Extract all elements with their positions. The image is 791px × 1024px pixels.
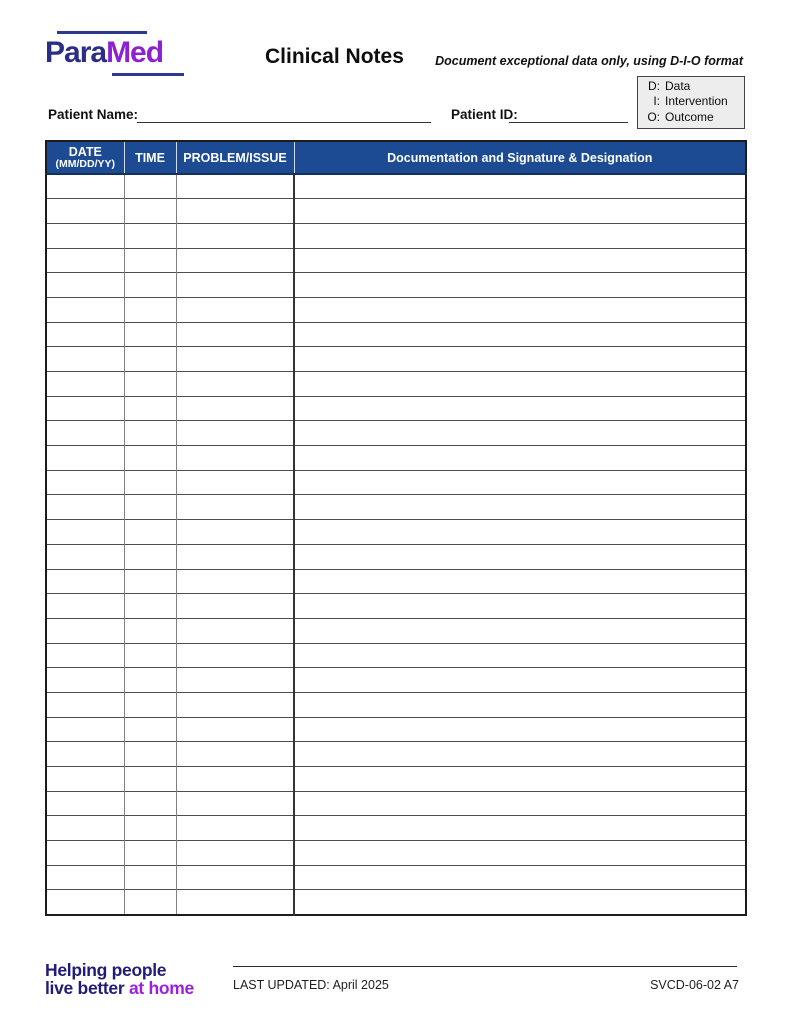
time-cell[interactable]: [124, 223, 176, 248]
documentation-cell[interactable]: [294, 643, 746, 668]
documentation-cell[interactable]: [294, 199, 746, 224]
problem-issue-cell[interactable]: [176, 668, 294, 693]
table-row: [46, 396, 746, 421]
documentation-cell[interactable]: [294, 717, 746, 742]
time-cell[interactable]: [124, 297, 176, 322]
time-cell[interactable]: [124, 594, 176, 619]
problem-issue-cell[interactable]: [176, 569, 294, 594]
tagline-line2-purple: at home: [128, 978, 194, 998]
document-code: SVCD-06-02 A7: [650, 978, 739, 992]
time-cell[interactable]: [124, 742, 176, 767]
table-header: [46, 141, 746, 174]
date-cell[interactable]: [46, 174, 124, 199]
logo-wordmark: [45, 34, 195, 72]
problem-issue-cell[interactable]: [176, 742, 294, 767]
date-cell[interactable]: [46, 470, 124, 495]
problem-issue-cell[interactable]: [176, 297, 294, 322]
problem-issue-cell[interactable]: [176, 544, 294, 569]
patient-id-label: Patient ID:: [451, 107, 518, 122]
page-title: Clinical Notes: [265, 45, 404, 68]
time-cell[interactable]: [124, 495, 176, 520]
problem-issue-cell[interactable]: [176, 594, 294, 619]
date-cell[interactable]: [46, 223, 124, 248]
time-cell[interactable]: [124, 396, 176, 421]
date-cell[interactable]: [46, 273, 124, 298]
time-cell[interactable]: [124, 643, 176, 668]
date-cell[interactable]: [46, 544, 124, 569]
table-row: [46, 618, 746, 643]
col-header-documentation: Documentation and Signature & Designation: [294, 141, 746, 174]
time-cell[interactable]: [124, 347, 176, 372]
patient-name-label: Patient Name:: [48, 107, 139, 122]
time-cell[interactable]: [124, 791, 176, 816]
time-cell[interactable]: [124, 470, 176, 495]
legend-label-intervention: Intervention: [665, 94, 728, 109]
documentation-cell[interactable]: [294, 890, 746, 915]
date-cell[interactable]: [46, 421, 124, 446]
problem-issue-cell[interactable]: [176, 248, 294, 273]
time-cell[interactable]: [124, 544, 176, 569]
date-cell[interactable]: [46, 495, 124, 520]
documentation-cell[interactable]: [294, 816, 746, 841]
table-row: [46, 717, 746, 742]
table-row: [46, 520, 746, 545]
legend-key-o: O:: [647, 109, 660, 124]
documentation-cell[interactable]: [294, 791, 746, 816]
time-cell[interactable]: [124, 273, 176, 298]
documentation-cell[interactable]: [294, 446, 746, 471]
table-row: [46, 569, 746, 594]
documentation-cell[interactable]: [294, 248, 746, 273]
documentation-cell[interactable]: [294, 618, 746, 643]
time-cell[interactable]: [124, 520, 176, 545]
time-cell[interactable]: [124, 816, 176, 841]
documentation-cell[interactable]: [294, 865, 746, 890]
tagline-line2: [45, 979, 194, 997]
logo-part-para: Para: [45, 36, 107, 69]
problem-issue-cell[interactable]: [176, 767, 294, 792]
legend-item-intervention: [644, 94, 742, 109]
documentation-cell[interactable]: [294, 273, 746, 298]
table-row: [46, 470, 746, 495]
problem-issue-cell[interactable]: [176, 396, 294, 421]
problem-issue-cell[interactable]: [176, 841, 294, 866]
table-row: [46, 223, 746, 248]
problem-issue-cell[interactable]: [176, 618, 294, 643]
problem-issue-cell[interactable]: [176, 717, 294, 742]
table-row: [46, 791, 746, 816]
date-cell[interactable]: [46, 297, 124, 322]
date-cell[interactable]: [46, 569, 124, 594]
legend-label-data: Data: [665, 79, 691, 93]
col-header-problem-issue: PROBLEM/ISSUE: [176, 141, 294, 174]
date-cell[interactable]: [46, 791, 124, 816]
last-updated-text: LAST UPDATED: April 2025: [233, 978, 389, 992]
documentation-cell[interactable]: [294, 544, 746, 569]
documentation-cell[interactable]: [294, 569, 746, 594]
time-cell[interactable]: [124, 618, 176, 643]
problem-issue-cell[interactable]: [176, 692, 294, 717]
table-row: [46, 692, 746, 717]
clinical-notes-table: [45, 140, 747, 916]
problem-issue-cell[interactable]: [176, 470, 294, 495]
table-row: [46, 347, 746, 372]
problem-issue-cell[interactable]: [176, 520, 294, 545]
date-cell[interactable]: [46, 199, 124, 224]
table-row: [46, 643, 746, 668]
table-row: [46, 890, 746, 915]
table-row: [46, 668, 746, 693]
problem-issue-cell[interactable]: [176, 643, 294, 668]
problem-issue-cell[interactable]: [176, 421, 294, 446]
table-row: [46, 297, 746, 322]
documentation-cell[interactable]: [294, 174, 746, 199]
tagline-line2-navy: live better: [45, 978, 129, 998]
date-cell[interactable]: [46, 717, 124, 742]
time-cell[interactable]: [124, 890, 176, 915]
table-row: [46, 816, 746, 841]
table-body: [46, 174, 746, 915]
date-cell[interactable]: [46, 865, 124, 890]
dio-legend-box: [637, 76, 745, 129]
time-cell[interactable]: [124, 372, 176, 397]
documentation-cell[interactable]: [294, 372, 746, 397]
brand-tagline: [45, 961, 194, 997]
table-row: [46, 446, 746, 471]
table-header-row: [46, 141, 746, 174]
paramed-logo: [45, 31, 195, 76]
documentation-cell[interactable]: [294, 421, 746, 446]
date-cell[interactable]: [46, 618, 124, 643]
documentation-cell[interactable]: [294, 841, 746, 866]
date-cell[interactable]: [46, 767, 124, 792]
legend-key-d: D:: [648, 79, 660, 93]
footer-divider: [233, 966, 737, 967]
table-row: [46, 865, 746, 890]
table-row: [46, 544, 746, 569]
date-cell[interactable]: [46, 248, 124, 273]
date-cell[interactable]: [46, 742, 124, 767]
col-header-date-label: DATE: [68, 144, 102, 159]
date-cell[interactable]: [46, 322, 124, 347]
date-cell[interactable]: [46, 668, 124, 693]
table-row: [46, 322, 746, 347]
documentation-cell[interactable]: [294, 223, 746, 248]
logo-part-med: Med: [106, 36, 164, 69]
documentation-cell[interactable]: [294, 347, 746, 372]
problem-issue-cell[interactable]: [176, 322, 294, 347]
date-cell[interactable]: [46, 372, 124, 397]
table-row: [46, 495, 746, 520]
time-cell[interactable]: [124, 865, 176, 890]
date-cell[interactable]: [46, 692, 124, 717]
problem-issue-cell[interactable]: [176, 372, 294, 397]
time-cell[interactable]: [124, 199, 176, 224]
table-row: [46, 248, 746, 273]
patient-name-input[interactable]: [137, 107, 431, 123]
table-row: [46, 199, 746, 224]
date-cell[interactable]: [46, 841, 124, 866]
patient-id-input[interactable]: [509, 107, 628, 123]
problem-issue-cell[interactable]: [176, 199, 294, 224]
time-cell[interactable]: [124, 767, 176, 792]
legend-item-data: [644, 79, 742, 94]
col-header-time: TIME: [124, 141, 176, 174]
legend-key-i: I:: [653, 94, 660, 109]
table-row: [46, 174, 746, 199]
date-cell[interactable]: [46, 446, 124, 471]
documentation-cell[interactable]: [294, 470, 746, 495]
logo-bottom-rule: [112, 73, 184, 76]
table-row: [46, 273, 746, 298]
table-row: [46, 767, 746, 792]
documentation-cell[interactable]: [294, 322, 746, 347]
tagline-line1: Helping people: [45, 960, 167, 980]
documentation-cell[interactable]: [294, 668, 746, 693]
problem-issue-cell[interactable]: [176, 890, 294, 915]
time-cell[interactable]: [124, 841, 176, 866]
documentation-cell[interactable]: [294, 495, 746, 520]
documentation-cell[interactable]: [294, 594, 746, 619]
time-cell[interactable]: [124, 421, 176, 446]
time-cell[interactable]: [124, 174, 176, 199]
date-cell[interactable]: [46, 347, 124, 372]
date-cell[interactable]: [46, 643, 124, 668]
documentation-cell[interactable]: [294, 742, 746, 767]
dio-format-instruction: Document exceptional data only, using D-I-O format: [435, 54, 743, 68]
table-row: [46, 372, 746, 397]
documentation-cell[interactable]: [294, 767, 746, 792]
documentation-cell[interactable]: [294, 692, 746, 717]
problem-issue-cell[interactable]: [176, 347, 294, 372]
problem-issue-cell[interactable]: [176, 223, 294, 248]
legend-item-outcome: [644, 110, 742, 125]
problem-issue-cell[interactable]: [176, 446, 294, 471]
problem-issue-cell[interactable]: [176, 174, 294, 199]
problem-issue-cell[interactable]: [176, 791, 294, 816]
documentation-cell[interactable]: [294, 520, 746, 545]
date-cell[interactable]: [46, 890, 124, 915]
date-cell[interactable]: [46, 396, 124, 421]
problem-issue-cell[interactable]: [176, 495, 294, 520]
documentation-cell[interactable]: [294, 297, 746, 322]
time-cell[interactable]: [124, 668, 176, 693]
table-row: [46, 594, 746, 619]
time-cell[interactable]: [124, 446, 176, 471]
table-row: [46, 421, 746, 446]
date-cell[interactable]: [46, 594, 124, 619]
time-cell[interactable]: [124, 322, 176, 347]
date-cell[interactable]: [46, 520, 124, 545]
table-row: [46, 841, 746, 866]
problem-issue-cell[interactable]: [176, 865, 294, 890]
time-cell[interactable]: [124, 248, 176, 273]
legend-label-outcome: Outcome: [665, 109, 714, 124]
time-cell[interactable]: [124, 569, 176, 594]
time-cell[interactable]: [124, 717, 176, 742]
date-cell[interactable]: [46, 816, 124, 841]
problem-issue-cell[interactable]: [176, 816, 294, 841]
table-row: [46, 742, 746, 767]
documentation-cell[interactable]: [294, 396, 746, 421]
col-header-date: [46, 141, 124, 174]
problem-issue-cell[interactable]: [176, 273, 294, 298]
time-cell[interactable]: [124, 692, 176, 717]
col-header-date-format: (MM/DD/YY): [55, 157, 115, 170]
